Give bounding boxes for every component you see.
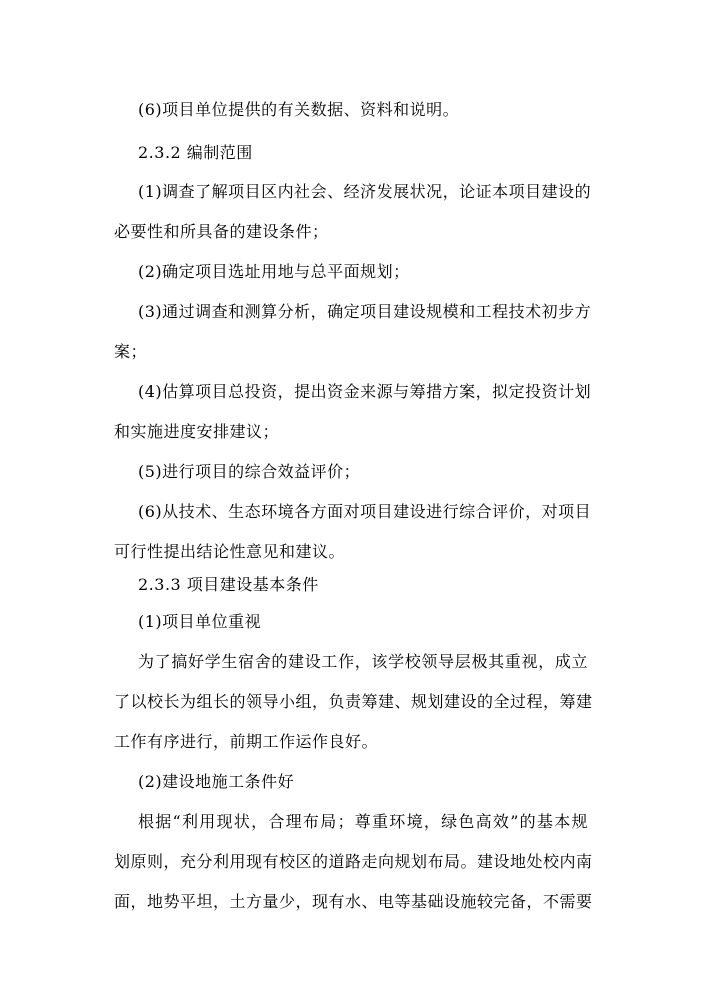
paragraph-line: (5)进行项目的综合效益评价； (138, 462, 361, 481)
paragraph-line: 面，地势平坦，土方量少，现有水、电等基础设施较完备，不需要 (114, 892, 593, 911)
paragraph-line: 划原则，充分利用现有校区的道路走向规划布局。建设地处校内南 (114, 852, 593, 871)
paragraph-line: (6)从技术、生态环境各方面对项目建设进行综合评价，对项目 (138, 502, 592, 521)
section-heading-2-3-2: 2.3.2 编制范围 (138, 143, 253, 162)
paragraph-line: (4)估算项目总投资，提出资金来源与筹措方案，拟定投资计划 (138, 382, 592, 401)
paragraph-line: (1)调查了解项目区内社会、经济发展状况，论证本项目建设的 (138, 182, 592, 201)
subheading: (2)建设地施工条件好 (138, 772, 295, 791)
paragraph-line: (3)通过调查和测算分析，确定项目建设规模和工程技术初步方 (138, 302, 592, 321)
paragraph-line: 了以校长为组长的领导小组，负责筹建、规划建设的全过程，筹建 (114, 692, 593, 711)
paragraph-line: 可行性提出结论性意见和建议。 (114, 542, 346, 561)
paragraph-line: 根据“利用现状，合理布局；尊重环境，绿色高效”的基本规 (138, 812, 588, 831)
subheading: (1)项目单位重视 (138, 612, 262, 631)
paragraph-line: 和实施进度安排建议； (114, 422, 280, 441)
paragraph-line: 案； (114, 342, 148, 361)
paragraph-line: (2)确定项目选址用地与总平面规划； (138, 262, 410, 281)
paragraph-line: 工作有序进行，前期工作运作良好。 (114, 732, 379, 751)
paragraph-line: (6)项目单位提供的有关数据、资料和说明。 (138, 100, 460, 119)
paragraph-line: 必要性和所具备的建设条件； (114, 222, 329, 241)
section-heading-2-3-3: 2.3.3 项目建设基本条件 (138, 575, 319, 594)
paragraph-line: 为了搞好学生宿舍的建设工作，该学校领导层极其重视，成立 (138, 652, 588, 671)
